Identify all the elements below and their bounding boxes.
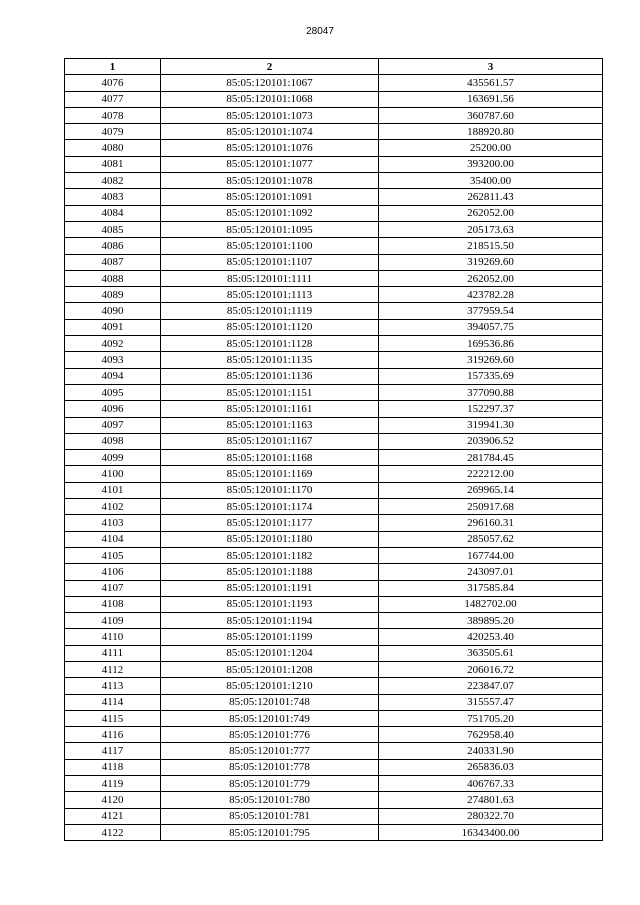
- table-row: [65, 629, 603, 645]
- table-row: [65, 531, 603, 547]
- value-cell: 281784.45: [379, 450, 603, 466]
- cadastral-number-cell: 85:05:120101:1091: [161, 189, 379, 205]
- table-row: [65, 743, 603, 759]
- row-number-cell: 4105: [65, 547, 161, 563]
- table-row: [65, 499, 603, 515]
- row-number-cell: 4112: [65, 661, 161, 677]
- cadastral-number-cell: 85:05:120101:1193: [161, 596, 379, 612]
- table-row: [65, 319, 603, 335]
- value-cell: 262811.43: [379, 189, 603, 205]
- table-row: [65, 75, 603, 91]
- table-row: [65, 515, 603, 531]
- row-number-cell: 4114: [65, 694, 161, 710]
- table-row: [65, 466, 603, 482]
- value-cell: 262052.00: [379, 205, 603, 221]
- row-number-cell: 4111: [65, 645, 161, 661]
- value-cell: 423782.28: [379, 287, 603, 303]
- cadastral-number-cell: 85:05:120101:1167: [161, 433, 379, 449]
- value-cell: 25200.00: [379, 140, 603, 156]
- cadastral-number-cell: 85:05:120101:1136: [161, 368, 379, 384]
- row-number-cell: 4116: [65, 727, 161, 743]
- row-number-cell: 4092: [65, 336, 161, 352]
- table-row: [65, 156, 603, 172]
- row-number-cell: 4094: [65, 368, 161, 384]
- cadastral-number-cell: 85:05:120101:1182: [161, 547, 379, 563]
- table-row: [65, 173, 603, 189]
- value-cell: 250917.68: [379, 499, 603, 515]
- cadastral-number-cell: 85:05:120101:1074: [161, 124, 379, 140]
- row-number-cell: 4097: [65, 417, 161, 433]
- table-row: [65, 140, 603, 156]
- cadastral-number-cell: 85:05:120101:1095: [161, 221, 379, 237]
- cadastral-number-cell: 85:05:120101:1135: [161, 352, 379, 368]
- cadastral-number-cell: 85:05:120101:1188: [161, 564, 379, 580]
- cadastral-number-cell: 85:05:120101:778: [161, 759, 379, 775]
- cadastral-number-cell: 85:05:120101:1076: [161, 140, 379, 156]
- value-cell: 319941.30: [379, 417, 603, 433]
- row-number-cell: 4086: [65, 238, 161, 254]
- table-row: [65, 91, 603, 107]
- column-header-2: 2: [161, 59, 379, 75]
- row-number-cell: 4082: [65, 173, 161, 189]
- cadastral-number-cell: 85:05:120101:748: [161, 694, 379, 710]
- cadastral-number-cell: 85:05:120101:1210: [161, 678, 379, 694]
- cadastral-number-cell: 85:05:120101:1077: [161, 156, 379, 172]
- cadastral-number-cell: 85:05:120101:1068: [161, 91, 379, 107]
- table-row: [65, 384, 603, 400]
- table-row: [65, 710, 603, 726]
- cadastral-number-cell: 85:05:120101:1100: [161, 238, 379, 254]
- value-cell: 377090.88: [379, 384, 603, 400]
- cadastral-number-cell: 85:05:120101:1128: [161, 336, 379, 352]
- table-row: [65, 450, 603, 466]
- column-header-1: 1: [65, 59, 161, 75]
- table-row: [65, 368, 603, 384]
- table-row: [65, 221, 603, 237]
- table-row: [65, 727, 603, 743]
- cadastral-number-cell: 85:05:120101:1161: [161, 401, 379, 417]
- cadastral-number-cell: 85:05:120101:1169: [161, 466, 379, 482]
- cadastral-number-cell: 85:05:120101:1113: [161, 287, 379, 303]
- row-number-cell: 4090: [65, 303, 161, 319]
- value-cell: 420253.40: [379, 629, 603, 645]
- row-number-cell: 4101: [65, 482, 161, 498]
- row-number-cell: 4117: [65, 743, 161, 759]
- value-cell: 315557.47: [379, 694, 603, 710]
- cadastral-number-cell: 85:05:120101:1168: [161, 450, 379, 466]
- cadastral-number-cell: 85:05:120101:1199: [161, 629, 379, 645]
- cadastral-number-cell: 85:05:120101:1073: [161, 107, 379, 123]
- row-number-cell: 4109: [65, 613, 161, 629]
- table-row: [65, 352, 603, 368]
- row-number-cell: 4120: [65, 792, 161, 808]
- value-cell: 243097.01: [379, 564, 603, 580]
- row-number-cell: 4104: [65, 531, 161, 547]
- table-row: [65, 759, 603, 775]
- row-number-cell: 4076: [65, 75, 161, 91]
- table-row: [65, 124, 603, 140]
- cadastral-number-cell: 85:05:120101:1180: [161, 531, 379, 547]
- row-number-cell: 4107: [65, 580, 161, 596]
- table-row: [65, 564, 603, 580]
- cadastral-number-cell: 85:05:120101:1204: [161, 645, 379, 661]
- row-number-cell: 4077: [65, 91, 161, 107]
- row-number-cell: 4102: [65, 499, 161, 515]
- cadastral-number-cell: 85:05:120101:1151: [161, 384, 379, 400]
- row-number-cell: 4078: [65, 107, 161, 123]
- row-number-cell: 4081: [65, 156, 161, 172]
- table-row: [65, 694, 603, 710]
- row-number-cell: 4087: [65, 254, 161, 270]
- value-cell: 319269.60: [379, 352, 603, 368]
- value-cell: 205173.63: [379, 221, 603, 237]
- table-header-row: [65, 59, 603, 75]
- page-number: 28047: [306, 26, 334, 37]
- value-cell: 188920.80: [379, 124, 603, 140]
- value-cell: 762958.40: [379, 727, 603, 743]
- table-row: [65, 254, 603, 270]
- value-cell: 262052.00: [379, 270, 603, 286]
- cadastral-number-cell: 85:05:120101:777: [161, 743, 379, 759]
- table-row: [65, 270, 603, 286]
- table-row: [65, 596, 603, 612]
- cadastral-number-cell: 85:05:120101:1163: [161, 417, 379, 433]
- value-cell: 751705.20: [379, 710, 603, 726]
- value-cell: 265836.03: [379, 759, 603, 775]
- value-cell: 377959.54: [379, 303, 603, 319]
- value-cell: 1482702.00: [379, 596, 603, 612]
- table-row: [65, 336, 603, 352]
- cadastral-number-cell: 85:05:120101:1111: [161, 270, 379, 286]
- row-number-cell: 4121: [65, 808, 161, 824]
- table-row: [65, 776, 603, 792]
- value-cell: 317585.84: [379, 580, 603, 596]
- table-row: [65, 238, 603, 254]
- row-number-cell: 4100: [65, 466, 161, 482]
- row-number-cell: 4119: [65, 776, 161, 792]
- cadastral-number-cell: 85:05:120101:749: [161, 710, 379, 726]
- row-number-cell: 4103: [65, 515, 161, 531]
- table-row: [65, 303, 603, 319]
- value-cell: 280322.70: [379, 808, 603, 824]
- value-cell: 206016.72: [379, 661, 603, 677]
- cadastral-number-cell: 85:05:120101:1208: [161, 661, 379, 677]
- value-cell: 285057.62: [379, 531, 603, 547]
- value-cell: 296160.31: [379, 515, 603, 531]
- value-cell: 16343400.00: [379, 824, 603, 840]
- value-cell: 35400.00: [379, 173, 603, 189]
- row-number-cell: 4099: [65, 450, 161, 466]
- value-cell: 274801.63: [379, 792, 603, 808]
- cadastral-number-cell: 85:05:120101:1170: [161, 482, 379, 498]
- table-row: [65, 433, 603, 449]
- table-row: [65, 792, 603, 808]
- row-number-cell: 4106: [65, 564, 161, 580]
- cadastral-number-cell: 85:05:120101:1107: [161, 254, 379, 270]
- row-number-cell: 4083: [65, 189, 161, 205]
- row-number-cell: 4118: [65, 759, 161, 775]
- column-header-3: 3: [379, 59, 603, 75]
- row-number-cell: 4115: [65, 710, 161, 726]
- row-number-cell: 4093: [65, 352, 161, 368]
- table-row: [65, 189, 603, 205]
- row-number-cell: 4122: [65, 824, 161, 840]
- table-row: [65, 417, 603, 433]
- table-row: [65, 482, 603, 498]
- cadastral-number-cell: 85:05:120101:1078: [161, 173, 379, 189]
- value-cell: 222212.00: [379, 466, 603, 482]
- value-cell: 389895.20: [379, 613, 603, 629]
- table-row: [65, 808, 603, 824]
- cadastral-number-cell: 85:05:120101:779: [161, 776, 379, 792]
- cadastral-number-cell: 85:05:120101:1119: [161, 303, 379, 319]
- row-number-cell: 4085: [65, 221, 161, 237]
- value-cell: 223847.07: [379, 678, 603, 694]
- cadastral-number-cell: 85:05:120101:1120: [161, 319, 379, 335]
- row-number-cell: 4084: [65, 205, 161, 221]
- cadastral-number-cell: 85:05:120101:1177: [161, 515, 379, 531]
- cadastral-number-cell: 85:05:120101:1194: [161, 613, 379, 629]
- value-cell: 169536.86: [379, 336, 603, 352]
- row-number-cell: 4079: [65, 124, 161, 140]
- value-cell: 360787.60: [379, 107, 603, 123]
- table-body: [65, 75, 603, 841]
- data-table: [64, 58, 603, 841]
- row-number-cell: 4108: [65, 596, 161, 612]
- row-number-cell: 4088: [65, 270, 161, 286]
- row-number-cell: 4089: [65, 287, 161, 303]
- value-cell: 240331.90: [379, 743, 603, 759]
- value-cell: 203906.52: [379, 433, 603, 449]
- table-row: [65, 205, 603, 221]
- value-cell: 393200.00: [379, 156, 603, 172]
- table-row: [65, 107, 603, 123]
- value-cell: 319269.60: [379, 254, 603, 270]
- table-row: [65, 547, 603, 563]
- value-cell: 218515.50: [379, 238, 603, 254]
- table-row: [65, 645, 603, 661]
- table-row: [65, 613, 603, 629]
- row-number-cell: 4095: [65, 384, 161, 400]
- row-number-cell: 4098: [65, 433, 161, 449]
- value-cell: 435561.57: [379, 75, 603, 91]
- cadastral-number-cell: 85:05:120101:1174: [161, 499, 379, 515]
- table-row: [65, 824, 603, 840]
- table-row: [65, 580, 603, 596]
- value-cell: 394057.75: [379, 319, 603, 335]
- cadastral-number-cell: 85:05:120101:780: [161, 792, 379, 808]
- value-cell: 406767.33: [379, 776, 603, 792]
- value-cell: 363505.61: [379, 645, 603, 661]
- table-row: [65, 678, 603, 694]
- row-number-cell: 4091: [65, 319, 161, 335]
- value-cell: 167744.00: [379, 547, 603, 563]
- table-row: [65, 661, 603, 677]
- value-cell: 157335.69: [379, 368, 603, 384]
- row-number-cell: 4080: [65, 140, 161, 156]
- cadastral-number-cell: 85:05:120101:781: [161, 808, 379, 824]
- table-row: [65, 401, 603, 417]
- value-cell: 163691.56: [379, 91, 603, 107]
- cadastral-number-cell: 85:05:120101:1191: [161, 580, 379, 596]
- row-number-cell: 4110: [65, 629, 161, 645]
- cadastral-number-cell: 85:05:120101:795: [161, 824, 379, 840]
- cadastral-number-cell: 85:05:120101:1092: [161, 205, 379, 221]
- table-row: [65, 287, 603, 303]
- cadastral-number-cell: 85:05:120101:776: [161, 727, 379, 743]
- row-number-cell: 4113: [65, 678, 161, 694]
- cadastral-number-cell: 85:05:120101:1067: [161, 75, 379, 91]
- value-cell: 269965.14: [379, 482, 603, 498]
- row-number-cell: 4096: [65, 401, 161, 417]
- value-cell: 152297.37: [379, 401, 603, 417]
